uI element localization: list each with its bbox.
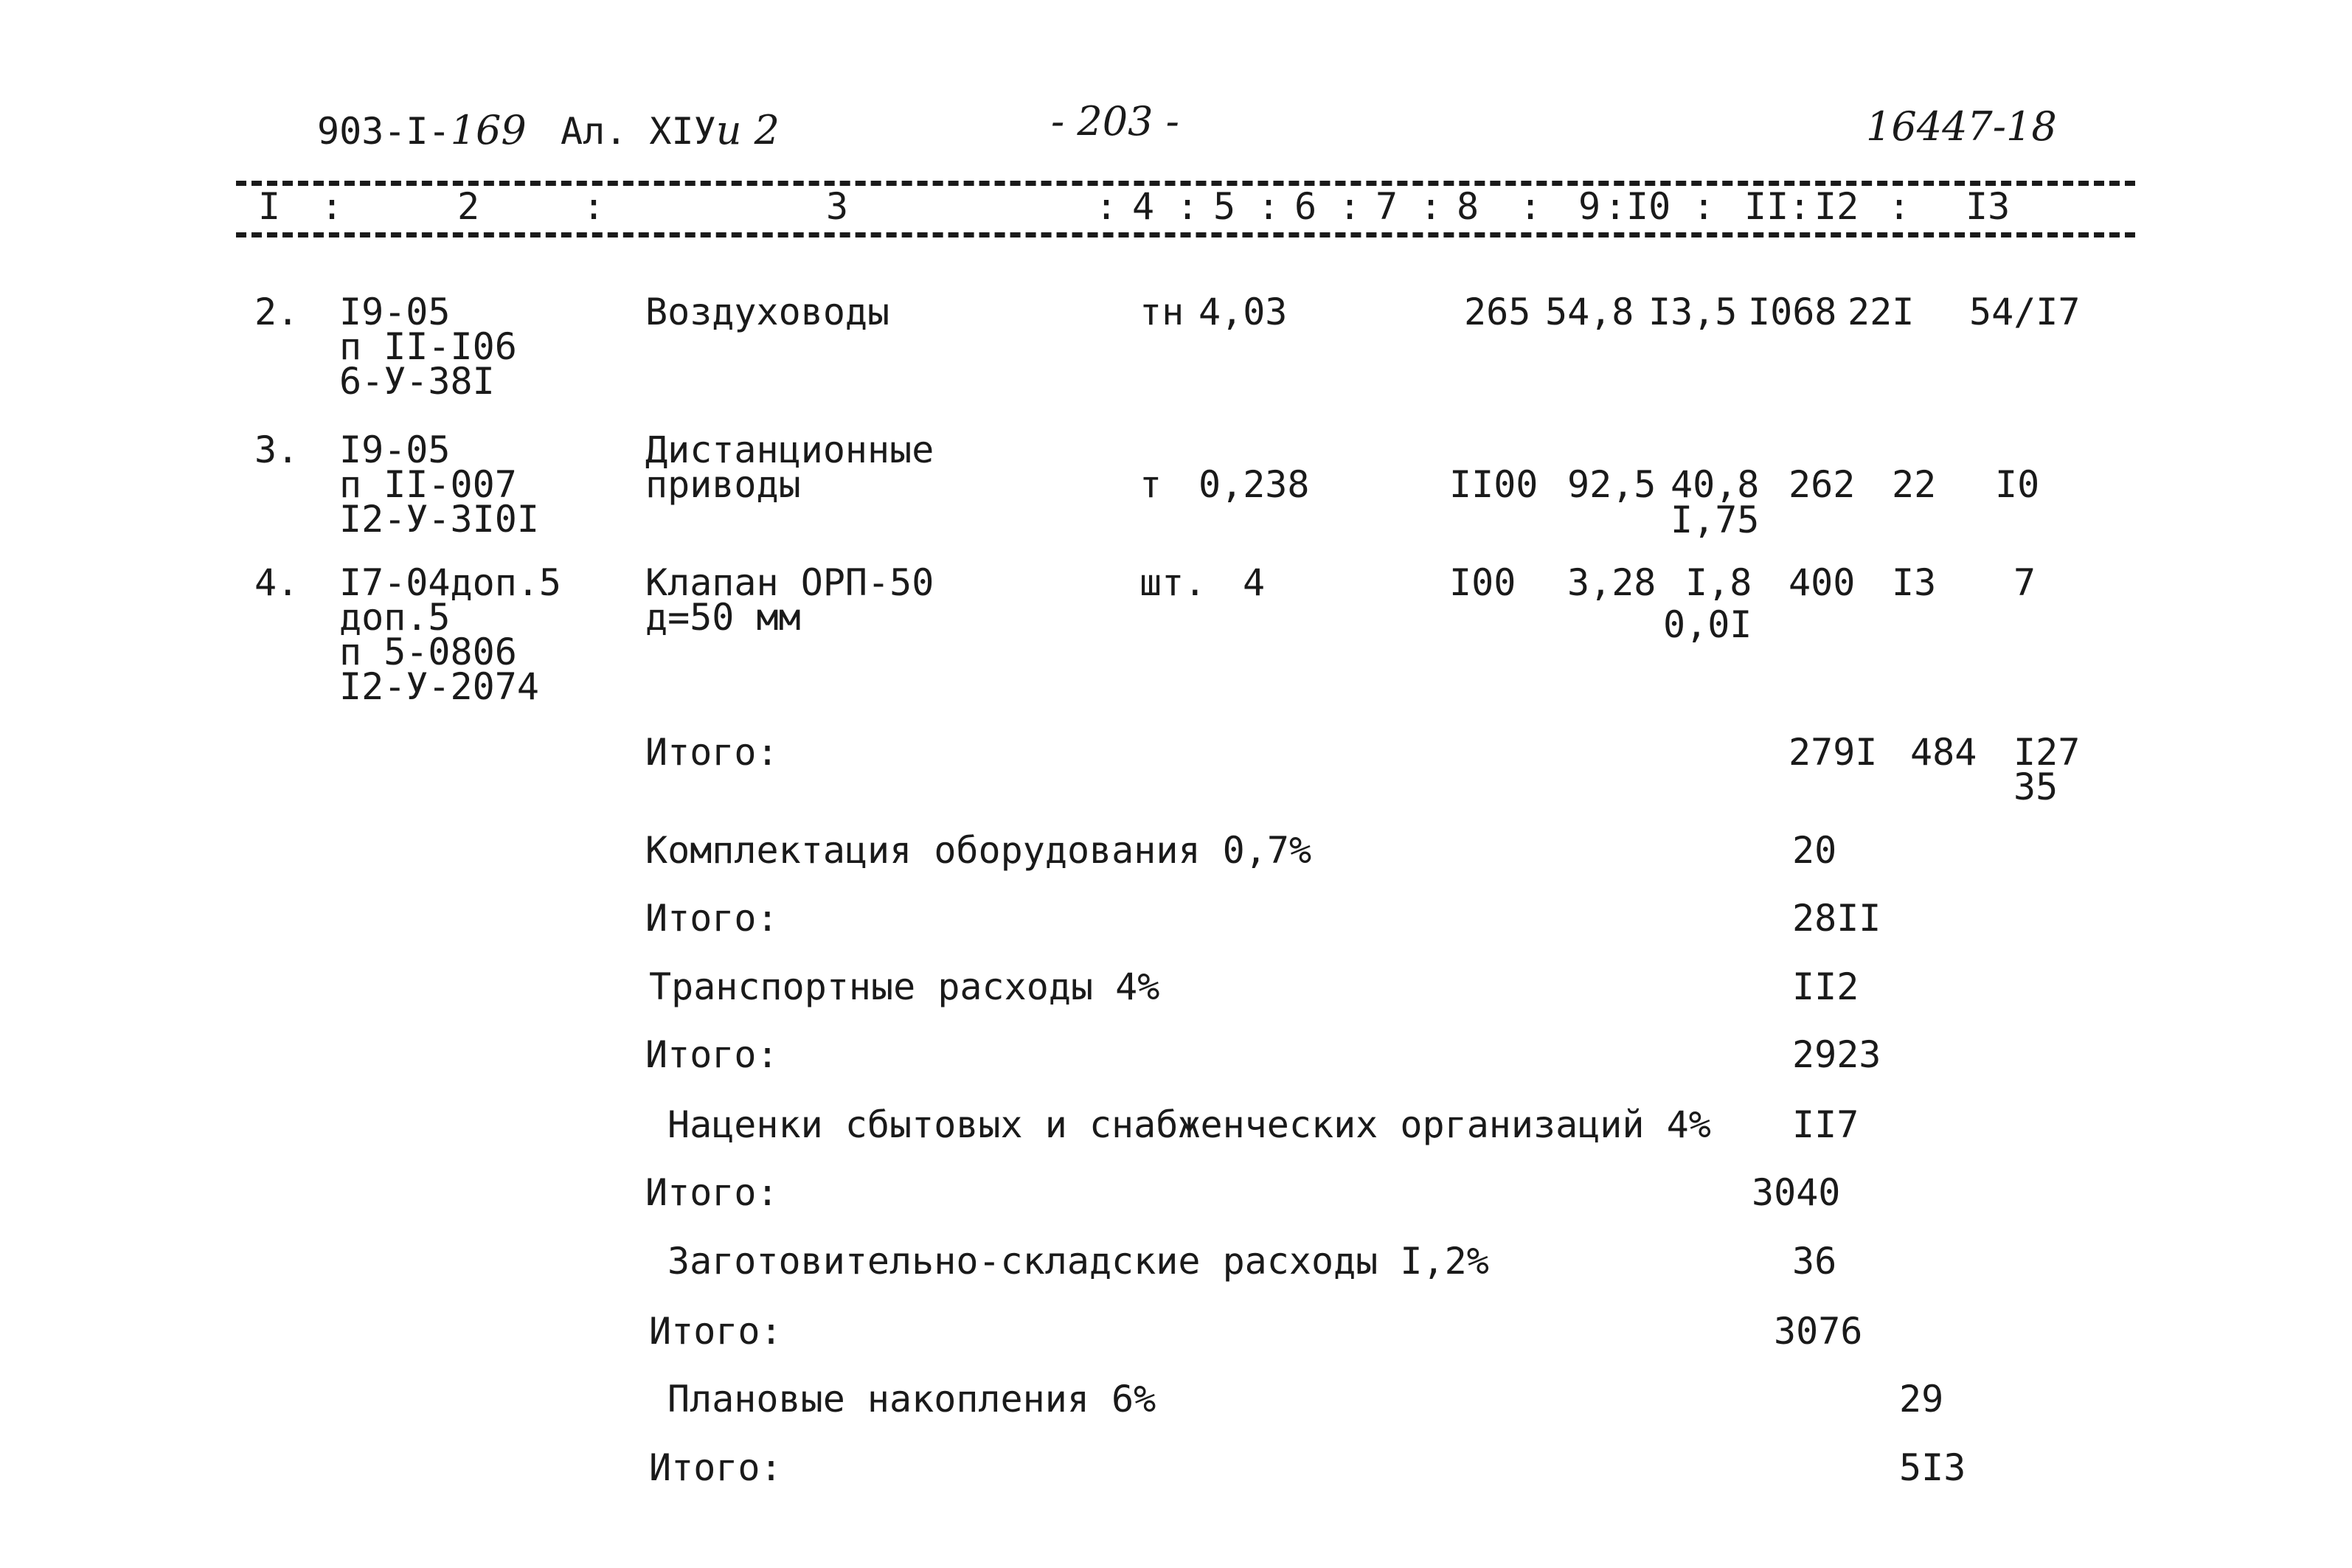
- total-label: Транспортные расходы 4%: [649, 965, 1160, 1008]
- row-number: 3.: [254, 429, 299, 471]
- row-name-line: Дистанционные: [645, 429, 934, 471]
- total-value: 36: [1792, 1240, 1837, 1283]
- row-col-10: I,75: [1671, 499, 1760, 541]
- row-col-9: I,8: [1685, 561, 1752, 604]
- row-col-10: 0,0I: [1663, 603, 1752, 646]
- page-number: - 203 -: [1051, 98, 1179, 145]
- row-code-line: п 5-0806: [339, 631, 517, 673]
- row-number: 2.: [254, 291, 299, 333]
- row-code-line: доп.5: [339, 596, 451, 639]
- col-separator: :: [1095, 185, 1118, 228]
- row-col-13: 7: [2013, 561, 2036, 604]
- row-col-8: 54,8: [1545, 291, 1634, 333]
- col-header-3: 3: [826, 185, 849, 228]
- row-code-line: п II-007: [339, 463, 517, 506]
- row-number: 4.: [254, 561, 299, 604]
- row-col-11: 400: [1789, 561, 1856, 604]
- total-value: 3076: [1774, 1310, 1863, 1353]
- col-header-5: 5: [1213, 185, 1236, 228]
- row-code-line: I2-У-3I0I: [339, 498, 539, 541]
- row-code-line: 6-У-38I: [339, 360, 495, 403]
- total-label: Итого:: [645, 731, 779, 774]
- row-col-12: 22I: [1848, 291, 1915, 333]
- col-header-10: I0: [1626, 185, 1671, 228]
- col-header-13: I3: [1966, 185, 2011, 228]
- total-value: 2923: [1792, 1033, 1881, 1076]
- row-quantity: 4: [1243, 561, 1266, 604]
- col-header-2: 2: [457, 185, 480, 228]
- row-col-13: I0: [1995, 463, 2040, 506]
- col-separator: :: [583, 185, 606, 228]
- row-col-12: I3: [1892, 561, 1937, 604]
- document-code: [317, 107, 527, 153]
- total-label: Комплектация оборудования 0,7%: [645, 829, 1312, 872]
- col-separator: :: [1604, 185, 1627, 228]
- row-name-line: Воздуховоды: [645, 291, 890, 333]
- row-col-7: II00: [1449, 463, 1538, 506]
- col-separator: :: [1257, 185, 1280, 228]
- row-quantity: 0,238: [1198, 463, 1310, 506]
- total-value: 3040: [1752, 1171, 1841, 1214]
- total-label: Плановые накопления 6%: [667, 1378, 1156, 1420]
- row-col-13: 54/I7: [1969, 291, 2081, 333]
- row-quantity: 4,03: [1198, 291, 1288, 333]
- col-separator: :: [1693, 185, 1716, 228]
- col-header-12: I2: [1814, 185, 1859, 228]
- total-label: Итого:: [649, 1310, 783, 1353]
- col-separator: :: [1176, 185, 1199, 228]
- document-code-printed: 903-I-: [317, 110, 451, 153]
- col-separator: :: [1519, 185, 1542, 228]
- col-header-4: 4: [1132, 185, 1155, 228]
- col-separator: :: [321, 185, 344, 228]
- total-value: II2: [1792, 965, 1859, 1008]
- row-name-line: д=50 мм: [645, 596, 801, 639]
- document-code-handwritten: 169: [450, 107, 527, 153]
- row-col-9: 40,8: [1671, 463, 1760, 506]
- col-header-11: II: [1744, 185, 1789, 228]
- col-header-9: 9: [1578, 185, 1601, 228]
- row-name-line: приводы: [645, 463, 801, 506]
- total-label: Итого:: [649, 1446, 783, 1489]
- col-separator: :: [1888, 185, 1911, 228]
- album-printed: Ал. XIУ: [561, 110, 716, 153]
- row-unit: т: [1139, 463, 1162, 506]
- col-header-1: I: [258, 185, 281, 228]
- album-label: [561, 107, 780, 153]
- col-header-8: 8: [1457, 185, 1479, 228]
- total-label: Итого:: [645, 1033, 779, 1076]
- total-value: 28II: [1792, 897, 1881, 940]
- row-code-line: I9-05: [339, 429, 451, 471]
- total-label: Наценки сбытовых и снабженческих организаций 4%: [667, 1103, 1711, 1146]
- row-code-line: п II-I06: [339, 325, 517, 368]
- row-unit: тн: [1139, 291, 1184, 333]
- row-col-7: I00: [1449, 561, 1516, 604]
- total-value: 20: [1792, 829, 1837, 872]
- document-number: 16447-18: [1866, 103, 2057, 150]
- total-label: Итого:: [645, 897, 779, 940]
- row-name-line: Клапан ОРП-50: [645, 561, 934, 604]
- total-value-col-13: I27: [2013, 731, 2081, 774]
- row-col-9: I3,5: [1648, 291, 1738, 333]
- row-col-8: 92,5: [1567, 463, 1657, 506]
- row-unit: шт.: [1139, 561, 1207, 604]
- total-label: Итого:: [645, 1171, 779, 1214]
- row-code-line: I9-05: [339, 291, 451, 333]
- total-label: Заготовительно-складские расходы I,2%: [667, 1240, 1489, 1283]
- col-header-7: 7: [1376, 185, 1398, 228]
- total-value: 279I: [1789, 731, 1878, 774]
- total-value: 5I3: [1899, 1446, 1966, 1489]
- total-value-col-12: 484: [1910, 731, 1977, 774]
- total-value: 29: [1899, 1378, 1944, 1420]
- row-col-8: 3,28: [1567, 561, 1657, 604]
- row-code-line: I2-У-2074: [339, 665, 539, 708]
- col-separator: :: [1789, 185, 1811, 228]
- row-col-12: 22: [1892, 463, 1937, 506]
- total-value: II7: [1792, 1103, 1859, 1146]
- col-separator: :: [1420, 185, 1443, 228]
- row-code-line: I7-04доп.5: [339, 561, 562, 604]
- column-header-bottom-rule: [236, 232, 2135, 237]
- album-handwritten: и 2: [715, 107, 780, 153]
- col-separator: :: [1339, 185, 1361, 228]
- row-col-11: 262: [1789, 463, 1856, 506]
- row-col-11: I068: [1748, 291, 1837, 333]
- row-col-7: 265: [1464, 291, 1531, 333]
- total-value-col-13-second: 35: [2013, 766, 2058, 808]
- col-header-6: 6: [1294, 185, 1317, 228]
